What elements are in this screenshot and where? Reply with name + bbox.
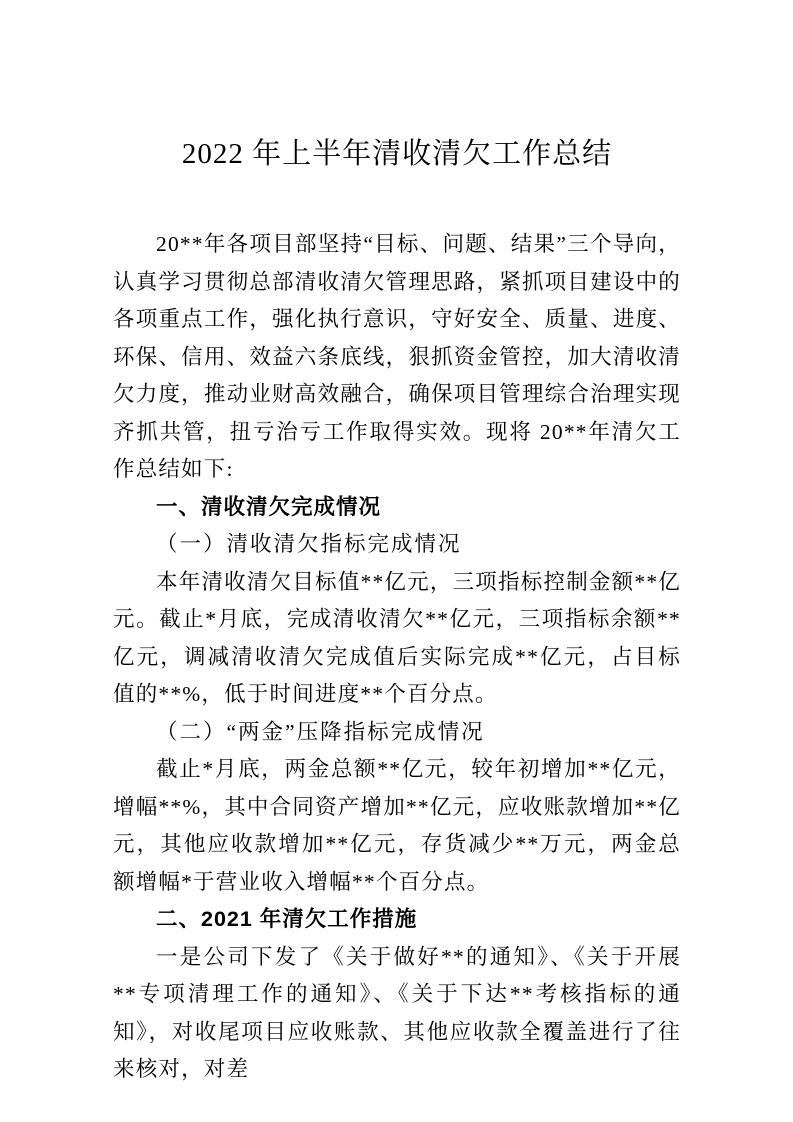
section-1-heading: 一、清收清欠完成情况: [156, 494, 382, 519]
subsection-1-1-heading: （一）清收清欠指标完成情况: [156, 532, 462, 556]
subsection-1-1-paragraph: 本年清收清欠目标值**亿元，三项指标控制金额**亿元。截止*月底，完成清收清欠**亿元，三项指标余额**亿元，调减清收清欠完成值后实际完成**亿元，占目标值的**%，低于时间进度**个百分点。: [113, 569, 681, 706]
section-2-heading: 二、2021 年清欠工作措施: [156, 907, 418, 931]
intro-paragraph: 20**年各项目部坚持“目标、问题、结果”三个导向，认真学习贯彻总部清收清欠管理思路，紧抓项目建设中的各项重点工作，强化执行意识，守好安全、质量、进度、环保、信用、效益六条底线，狠抓资金管控，加大清收清欠力度，推动业财高效融合，确保项目管理综合治理实现齐抓共管，扭亏治亏工作取得实效。现将 20**年清欠工作总结如下:: [113, 232, 681, 481]
document-title: 2022 年上半年清收清欠工作总结: [181, 138, 613, 170]
subsection-1-2-heading: （二）“两金”压降指标完成情况: [156, 719, 485, 744]
subsection-1-2-paragraph: 截止*月底，两金总额**亿元，较年初增加**亿元，增幅**%，其中合同资产增加**亿元，应收账款增加**亿元，其他应收款增加**亿元，存货减少**万元，两金总额增幅*于营业收入增幅**个百分点。: [113, 757, 681, 894]
section-2-paragraph: 一是公司下发了《关于做好**的通知》、《关于开展**专项清理工作的通知》、《关于下达**考核指标的通知》，对收尾项目应收账款、其他应收款全覆盖进行了往来核对，对差: [113, 944, 681, 1081]
